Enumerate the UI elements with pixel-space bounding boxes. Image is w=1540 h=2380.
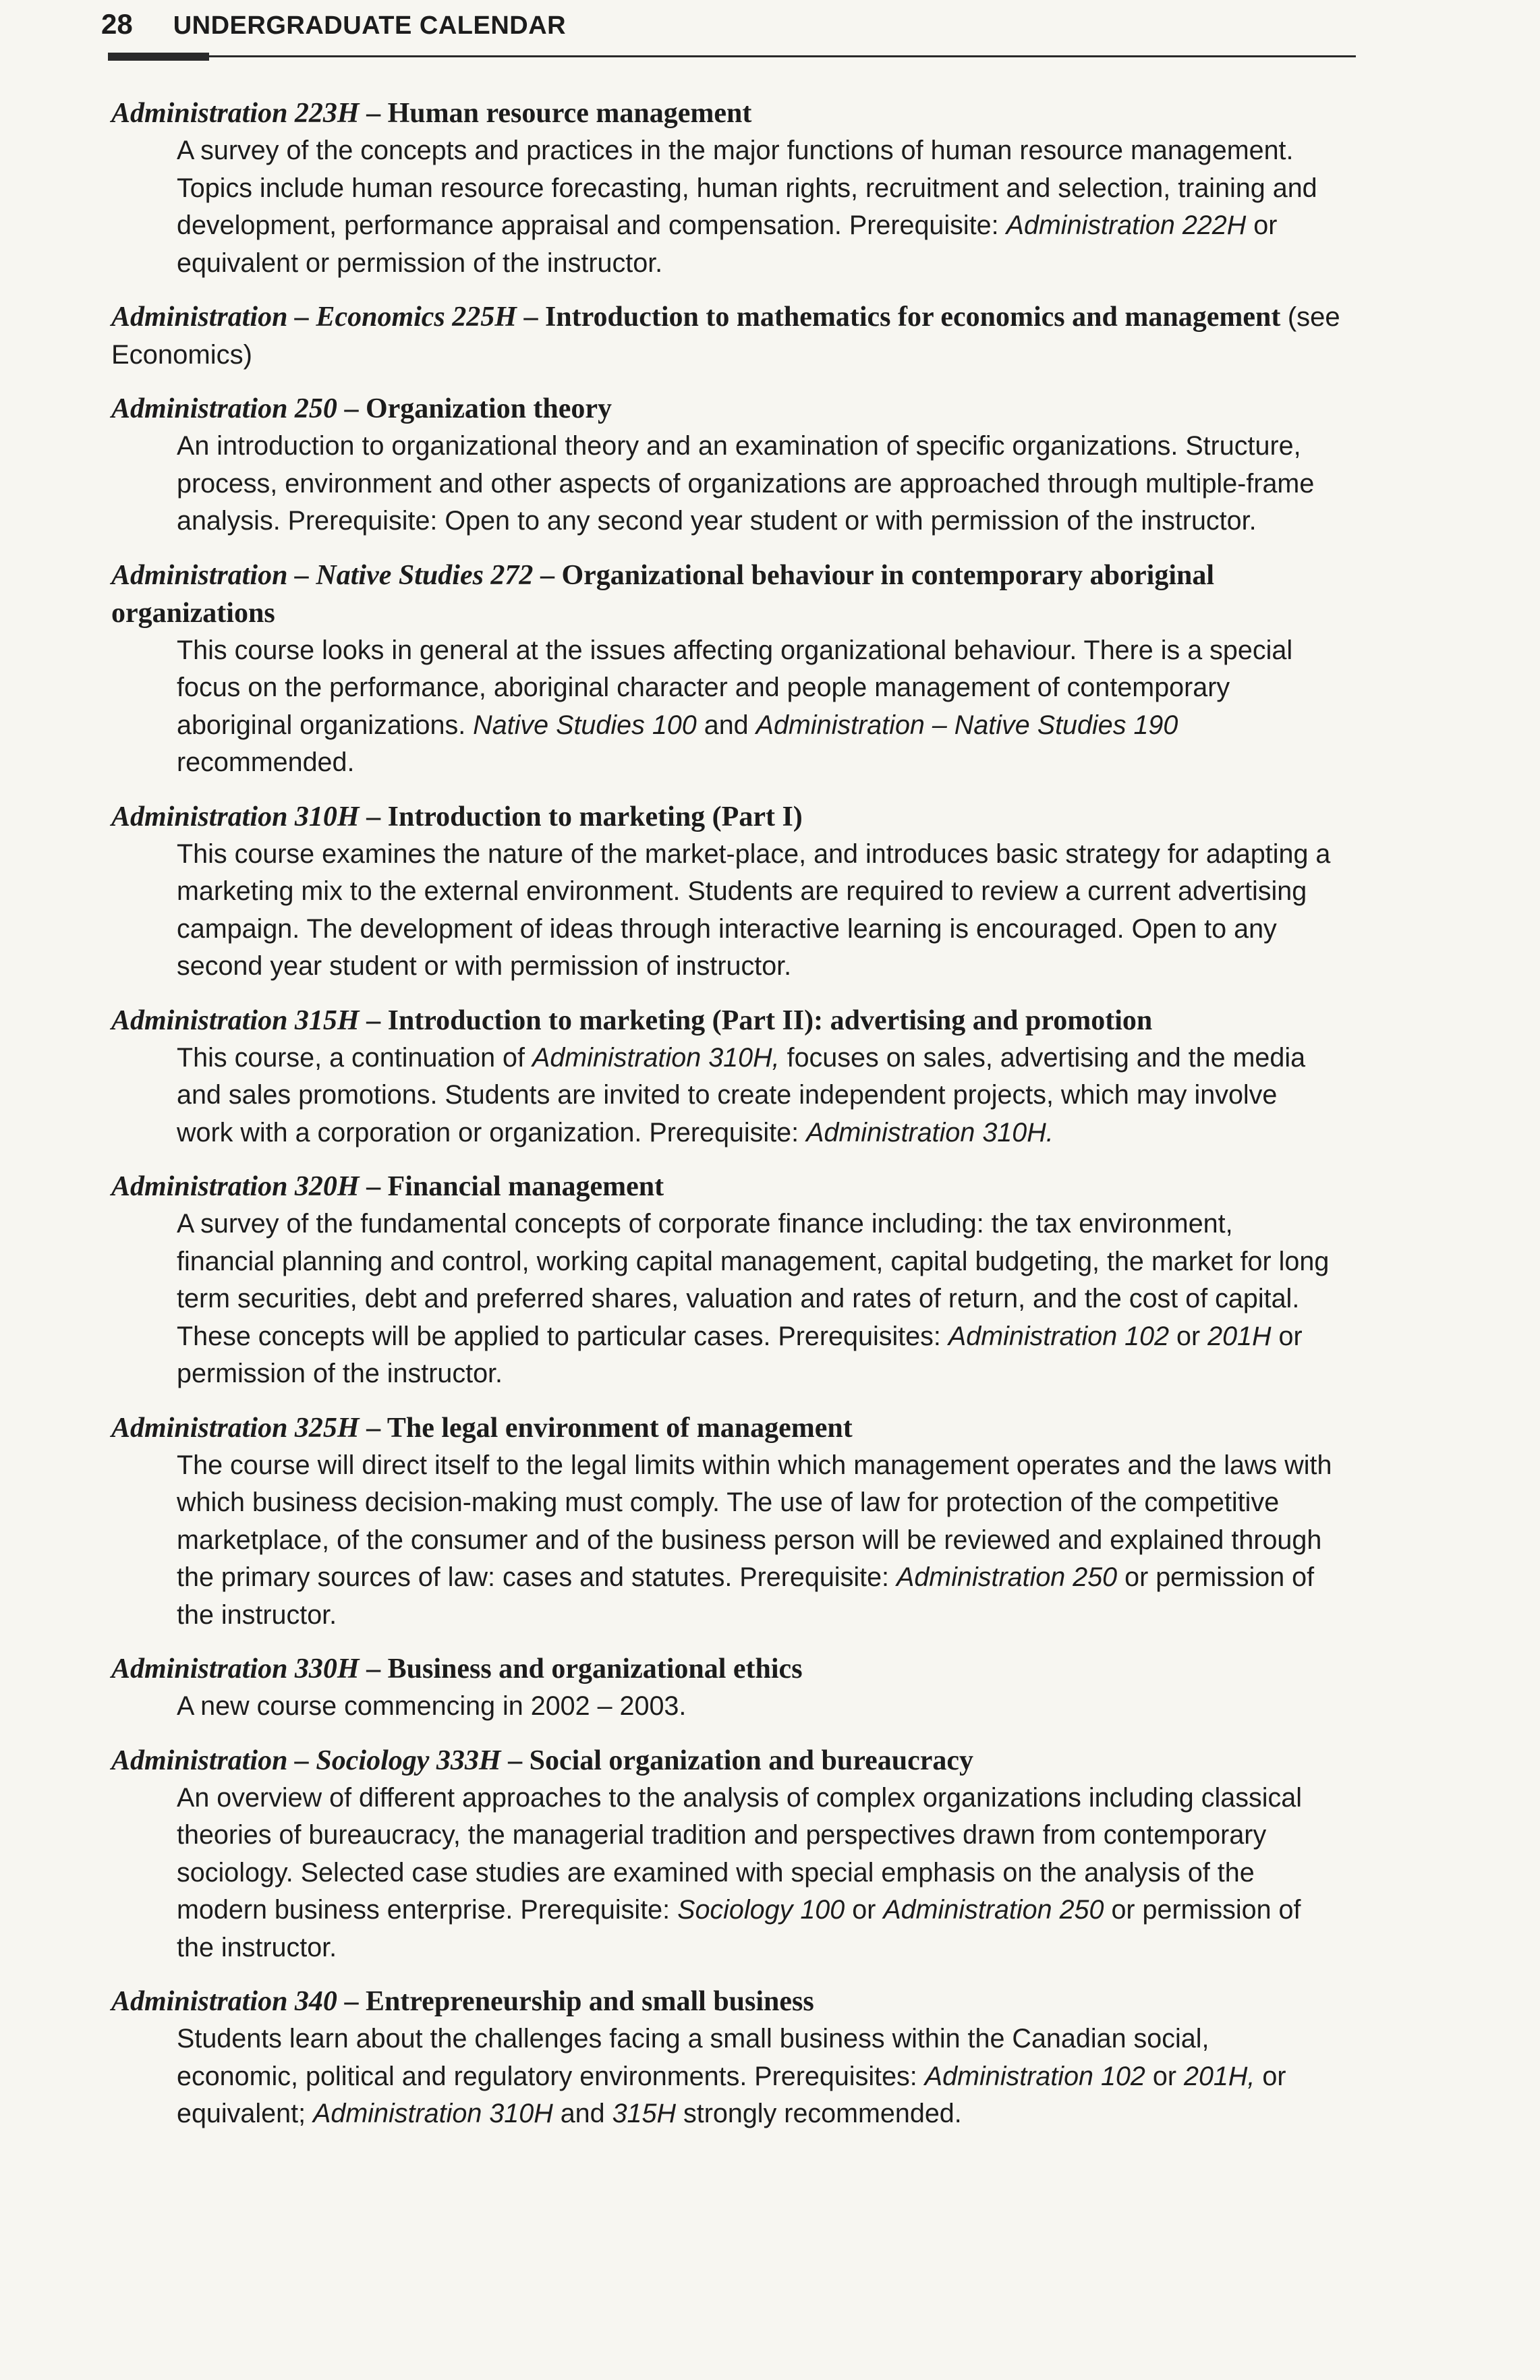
course-heading: Administration 325H – The legal environment of management bbox=[111, 1412, 853, 1444]
course-description bbox=[177, 1780, 1337, 1967]
course-description bbox=[177, 1688, 1337, 1726]
header-row bbox=[101, 8, 1363, 49]
description-text: and bbox=[552, 2099, 612, 2128]
header-rule bbox=[108, 55, 1356, 57]
course-heading: Administration – Native Studies 272 – Organizational behaviour in contemporary aboriginal organizations bbox=[111, 559, 1215, 629]
description-text: A new course commencing in 2002 – 2003. bbox=[177, 1691, 687, 1721]
course-heading: Administration 340 – Entrepreneurship and small business bbox=[111, 1986, 814, 2017]
course-code: Administration 223H bbox=[111, 98, 360, 129]
course-title: Entrepreneurship and small business bbox=[365, 1986, 814, 2017]
course-note: (see Economics) bbox=[111, 302, 1340, 370]
description-text: or bbox=[1169, 1321, 1208, 1351]
course-title: Social organization and bureaucracy bbox=[529, 1745, 973, 1776]
description-text: or equivalent or permission of the instructor. bbox=[177, 210, 1278, 278]
page-number: 28 bbox=[101, 8, 133, 40]
course-description bbox=[177, 1040, 1337, 1152]
course-description bbox=[177, 632, 1337, 782]
course-heading: Administration 330H – Business and organizational ethics bbox=[111, 1653, 803, 1684]
description-text: This course, a continuation of bbox=[177, 1042, 532, 1073]
course-reference: Administration 250 bbox=[883, 1895, 1104, 1925]
course-entry bbox=[111, 94, 1352, 282]
course-code: Administration 310H bbox=[111, 801, 360, 832]
course-code: Administration 250 bbox=[111, 393, 337, 424]
course-reference: Sociology 100 bbox=[677, 1895, 845, 1925]
course-reference: 201H bbox=[1207, 1321, 1272, 1351]
course-reference: Administration 250 bbox=[896, 1562, 1118, 1592]
course-title: Business and organizational ethics bbox=[387, 1653, 803, 1684]
description-text: Students learn about the challenges facing a small business within the Canadian social, economic, political and regulatory environments. Prerequisites: bbox=[177, 2024, 1209, 2091]
course-title: Financial management bbox=[387, 1171, 664, 1202]
description-text: This course examines the nature of the market-place, and introduces basic strategy for adapting a marketing mix to the external environment. Students are required to review a current advertising campaign. The development of ideas through interactive learning is encouraged. Open to any second year student or with permission of instructor. bbox=[177, 839, 1331, 981]
course-title: Introduction to mathematics for economics and management bbox=[544, 302, 1281, 333]
course-entry bbox=[111, 1650, 1352, 1726]
course-reference: Administration 222H bbox=[1006, 210, 1247, 240]
course-code: Administration 320H bbox=[111, 1171, 360, 1202]
description-text: focuses on sales, advertising and the media and sales promotions. Students are invited to create independent projects, which may involve work with a corporation or organization. Prerequisite: bbox=[177, 1042, 1306, 1148]
course-code: Administration – Sociology 333H bbox=[111, 1745, 501, 1776]
course-title: Organizational behaviour in contemporary aboriginal organizations bbox=[111, 559, 1215, 629]
course-heading: Administration 310H – Introduction to marketing (Part I) bbox=[111, 801, 803, 832]
course-description bbox=[177, 1206, 1337, 1393]
course-title: Introduction to marketing (Part I) bbox=[387, 801, 803, 832]
description-text: A survey of the concepts and practices in the major functions of human resource management. Topics include human resource forecasting, human rights, recruitment and selection, training and development, performance appraisal and compensation. Prerequisite: bbox=[177, 136, 1317, 240]
course-reference: Native Studies 100 bbox=[473, 710, 697, 740]
course-list bbox=[111, 94, 1352, 2149]
course-code: Administration 325H bbox=[111, 1412, 360, 1444]
course-entry bbox=[111, 798, 1352, 986]
course-reference: Administration 310H. bbox=[806, 1117, 1054, 1148]
description-text: An overview of different approaches to the analysis of complex organizations including classical theories of bureaucracy, the managerial tradition and perspectives drawn from contemporary sociology. Selected case studies are examined with special emphasis on the analysis of the modern business enterprise. Prerequisite: bbox=[177, 1782, 1302, 1925]
course-entry bbox=[111, 1168, 1352, 1393]
page-header bbox=[101, 8, 1363, 62]
course-code: Administration – Native Studies 272 bbox=[111, 559, 534, 591]
description-text: recommended. bbox=[177, 747, 355, 777]
course-reference: Administration – Native Studies 190 bbox=[755, 710, 1178, 740]
course-title: Introduction to marketing (Part II): advertising and promotion bbox=[387, 1004, 1153, 1036]
course-reference: Administration 102 bbox=[948, 1321, 1170, 1351]
course-heading: Administration – Economics 225H – Introduction to mathematics for economics and management (see Economics) bbox=[111, 302, 1340, 370]
course-entry bbox=[111, 298, 1352, 374]
description-text: or bbox=[1145, 2061, 1184, 2091]
course-reference: Administration 102 bbox=[924, 2061, 1145, 2091]
description-text: This course looks in general at the issues affecting organizational behaviour. There is a special focus on the performance, aboriginal character and people management of contemporary aboriginal organizations. bbox=[177, 635, 1293, 740]
course-heading: Administration 250 – Organization theory bbox=[111, 393, 612, 424]
course-heading: Administration 315H – Introduction to marketing (Part II): advertising and promotion bbox=[111, 1004, 1153, 1036]
description-text: An introduction to organizational theory and an examination of specific organizations. Structure, process, environment and other aspects of organizations are approached through multiple-frame analysis. Prerequisite: Open to any second year student or with permission of the instructor. bbox=[177, 431, 1315, 536]
course-code: Administration 330H bbox=[111, 1653, 360, 1684]
header-rule-accent bbox=[108, 53, 209, 61]
course-reference: 315H bbox=[612, 2099, 677, 2128]
course-title: Human resource management bbox=[387, 98, 752, 129]
description-text: strongly recommended. bbox=[676, 2099, 962, 2128]
description-text: or equivalent; bbox=[177, 2061, 1286, 2128]
description-text: The course will direct itself to the legal limits within which management operates and the laws with which business decision-making must comply. The use of law for protection of the competitive marketplace, of the consumer and of the business person will be reviewed and explained through the primary sources of law: cases and statutes. Prerequisite: bbox=[177, 1450, 1332, 1592]
course-description bbox=[177, 428, 1337, 540]
course-heading: Administration 223H – Human resource management bbox=[111, 98, 752, 129]
course-description bbox=[177, 2020, 1337, 2133]
course-entry bbox=[111, 1742, 1352, 1967]
course-title: The legal environment of management bbox=[387, 1412, 853, 1444]
course-entry bbox=[111, 1983, 1352, 2133]
course-code: Administration 315H bbox=[111, 1004, 360, 1036]
course-entry bbox=[111, 557, 1352, 782]
description-text: and bbox=[696, 710, 756, 740]
course-entry bbox=[111, 1002, 1352, 1152]
course-reference: 201H, bbox=[1183, 2061, 1255, 2091]
course-title: Organization theory bbox=[365, 393, 612, 424]
course-code: Administration 340 bbox=[111, 1986, 337, 2017]
description-text: or permission of the instructor. bbox=[177, 1321, 1303, 1388]
description-text: or bbox=[845, 1895, 884, 1925]
course-reference: Administration 310H, bbox=[532, 1042, 780, 1073]
course-reference: Administration 310H bbox=[313, 2099, 553, 2128]
running-title: UNDERGRADUATE CALENDAR bbox=[173, 11, 567, 40]
course-code: Administration – Economics 225H bbox=[111, 302, 517, 333]
course-description bbox=[177, 132, 1337, 282]
course-entry bbox=[111, 1409, 1352, 1635]
course-description bbox=[177, 1447, 1337, 1635]
course-heading: Administration – Sociology 333H – Social organization and bureaucracy bbox=[111, 1745, 973, 1776]
course-description bbox=[177, 836, 1337, 986]
course-heading: Administration 320H – Financial management bbox=[111, 1171, 664, 1202]
description-text: or permission of the instructor. bbox=[177, 1895, 1301, 1962]
description-text: or permission of the instructor. bbox=[177, 1562, 1315, 1630]
course-entry bbox=[111, 390, 1352, 540]
description-text: A survey of the fundamental concepts of corporate finance including: the tax environment, financial planning and control, working capital management, capital budgeting, the market for long term securities, debt and preferred shares, valuation and rates of return, and the cost of capital. These concepts will be applied to particular cases. Prerequisites: bbox=[177, 1209, 1330, 1351]
